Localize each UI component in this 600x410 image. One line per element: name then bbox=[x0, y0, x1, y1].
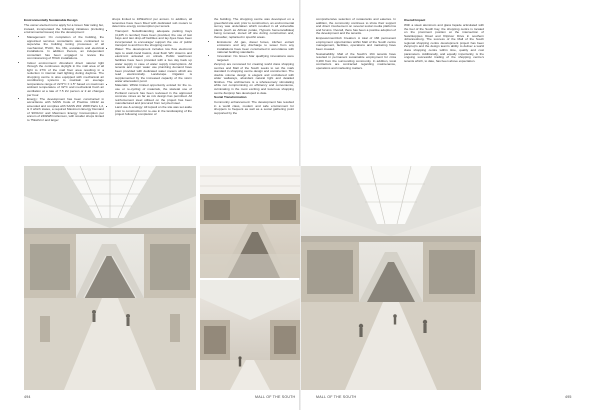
list-item: • Water: The development includes low flow electronic taps to wash-hand basins, dual flush WC cisterns and electronic actuated on urinals. Public washroom facilities have been provided with a two day back up water supply in case of water supply interruptions. All tenants and major water use plumbing demand have been provided with dedicated water meters which are read electronically. Landscape irrigation is supplemented by the increased capacity of the storm water attenuation pond. bbox=[115, 48, 192, 83]
paragraph: Community enhancement: The development has resulted in a world class, modern and safe environment for shoppers to frequent as well as a social gathering point supported by the bbox=[214, 100, 294, 116]
list-item: • Energy: The development has been constructed in accordance with SANS Code of Practice 10142 as amended and complies with SANS 204: 2008 Parts 1,2, & 3 which states, a required Maximum Energy Demand of 90VA/m² and Maximum Energy Consumption per annum of 240kWh/m²/annum, with smaller shops limited to 75kwh/m² and larger bbox=[27, 98, 104, 123]
mall-walkway-photo bbox=[200, 280, 300, 390]
bullet-list bbox=[214, 41, 294, 63]
section-heading: Environmentally Sustainable Design bbox=[24, 18, 78, 23]
text-column-3 bbox=[214, 18, 294, 117]
list-item: • Innovation: No Green Star qualifying innovations were targeted. bbox=[217, 55, 294, 62]
page-number-right: 495 bbox=[565, 395, 572, 399]
list-item: • Materials: Whilst limited opportunity existed for the re-use or re-cycling of materials, the skeletal use of Portland cement has been reviewed in the approved concrete mixes as far as mix design has permitted. All reinforcement steel utilised on the project has been manufactured and procured from recycled steel. bbox=[115, 84, 192, 105]
paragraph: Empowerment/Job Creation: A total of 166 permanent employment opportunities within Mall of the South centre management, facilities, operations and marketing have been created. bbox=[316, 36, 396, 51]
list-item: • Management: On completion of the building, the appointed services consultants were contracted to supervise the building tuning processes of all mechanical, HVAC, fire, lifts, escalators and electrical installations. In addition thereto, an independent consultant has been engaged to review the commissioning of HVAC installations. bbox=[27, 36, 104, 61]
paragraph: With a sleek aluminum and glass façade articulated with the feel of the South bay, the shopping centre is located on the prominent position at the intersection of Swartkoppies Road and Klipriver Drive in southern Johannesburg. The success of the Mall of the South regional shopping centre development project has been Zenprop's and the design team's ability to deliver a world class shopping centre within time, quality and cost parameters. Additionally, and equally importantly, is the ongoing successful trading of the shopping centre's tenants which, to date, has been above expectation. bbox=[404, 23, 484, 63]
escalator-atrium-photo bbox=[200, 166, 300, 278]
list-item: • Indoor environment: Abundant direct natural light through the continuous skylight in the mall area of all light to 27% of the mall floor area resulting in a reduction in internal mall lighting during daytime. The shopping centre is also equipped with mechanical air conditioning systems to maintain an average temperature range of 22.5°C ± 1.5° based on maximum ambient temperature of 32°C and mechanical fresh air ventilation at a rate of 7.5 l/s/ person or 2 air changes per hour. bbox=[27, 62, 104, 97]
text-column-1 bbox=[24, 18, 104, 123]
section-heading: Social Transformation bbox=[214, 95, 247, 100]
list-item: • Land use & ecology: All topsoil on the site was set aside prior to construction for re-use in the landscaping of the project following completion of bbox=[115, 106, 192, 117]
bullet-list bbox=[112, 30, 192, 117]
mall-court-photo bbox=[301, 166, 481, 390]
paragraph: Zenprop are renowned for creating world class shopping centres and Mall of the South seeks to set the mark standard in shopping centre design and construction. The double volume design is elegant and uncluttered with wider walkways, abundant natural light and detailed finishes. The architecture is a wholesomely stimulating while not compromising on efficiency and convenience, culminating in the most exciting and luxurious shopping centre Zenprop has developed to date. bbox=[214, 62, 294, 95]
text-column-2 bbox=[112, 18, 192, 118]
list-item: • Transport: Notwithstanding adequate parking bays (4,225 in number) have been provided, the use of taxi bays and taxi drop-off facilities and lay-byes have been incorporated to encourage/ support the use of public transport to and from the shopping centre. bbox=[115, 30, 192, 48]
paragraph: comprehensive selection of restaurants and eateries. In addition, the community continues to show their support and direct involvement on several social media platforms and forums. Overall, there has been a positive adoption of the development and the tenants. bbox=[316, 17, 396, 36]
page-number-left: 494 bbox=[24, 395, 31, 399]
paragraph: Sustainability: Mall of the South's 164 tenants have resulted in permanent sustainable employment for circa 3,200 from the surrounding community. In addition, local contractors are contracted regarding maintenance, operations and marketing matters. bbox=[316, 51, 396, 70]
paragraph: The owner elected not to apply for a Green Star rating but, instead, incorporated the following initiatives (including environmental issues) into the development: bbox=[24, 23, 104, 35]
mall-interior-photo bbox=[24, 166, 196, 390]
list-item: • Emissions: All gas, diesel fumes, kitchen extract emissions and any discharge to sewer from any installations have been constructed in accordance with national building standards. bbox=[217, 41, 294, 55]
paragraph: shops limited to 105kwh/m² per annum. In addition, all tenancies have been fitted with dedicated sub meters to determine energy consumption per tenant. bbox=[112, 17, 192, 29]
text-column-4 bbox=[316, 18, 396, 72]
bullet-list bbox=[24, 36, 104, 122]
text-column-5 bbox=[404, 18, 484, 65]
running-title-left: MALL OF THE SOUTH bbox=[255, 395, 296, 399]
paragraph: the building. The shopping centre was developed on a greenfield site and, prior to construction, an environmental survey was undertaken which resulted in all vulnerable plants (such as African potato, Hypoxis hemerocallidea) being removed, stored off site during construction and, thereafter, replanted in specific areas. bbox=[214, 17, 294, 39]
section-heading: Overall Impact bbox=[404, 18, 426, 23]
running-title-right: MALL OF THE SOUTH bbox=[316, 395, 357, 399]
